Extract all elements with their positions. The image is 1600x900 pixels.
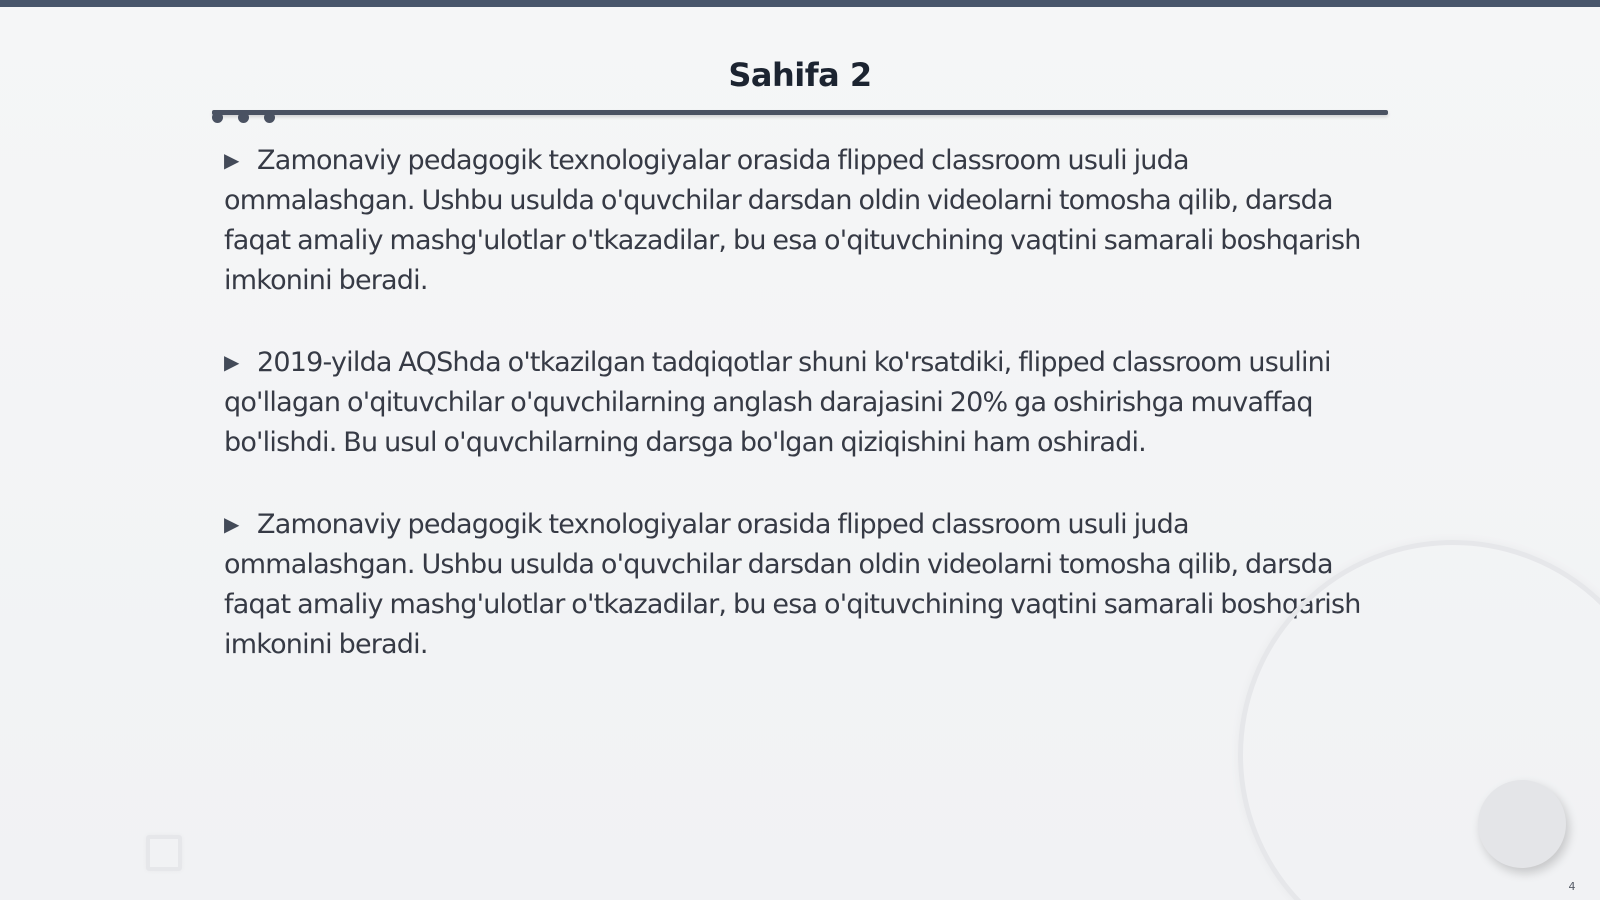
divider-dot — [264, 112, 275, 123]
bullet-paragraph-2 — [224, 342, 1384, 463]
bullet-paragraph-1 — [224, 140, 1384, 301]
divider-dots — [212, 112, 292, 126]
top-accent-bar — [0, 0, 1600, 7]
paragraph-text: Zamonaviy pedagogik texnologiyalar orasida flipped classroom usuli juda ommalashgan. Ushbu usulda o'quvchilar darsdan oldin videolarni tomosha qilib, darsda faqat amaliy mashg'ulotlar o'tkazadilar, bu esa o'qituvchining vaqtini samarali boshqarish imkonini beradi. — [224, 509, 1361, 660]
triangle-bullet-icon: ▶ — [224, 512, 239, 536]
divider-dot — [238, 112, 249, 123]
paragraph-text: 2019-yilda AQShda o'tkazilgan tadqiqotlar shuni ko'rsatdiki, flipped classroom usulini qo'llagan o'qituvchilar o'quvchilarning anglash darajasini 20% ga oshirishga muvaffaq bo'lishdi. Bu usul o'quvchilarning darsga bo'lgan qiziqishini ham oshiradi. — [224, 347, 1331, 458]
divider-dot — [212, 112, 223, 123]
slide-title: Sahifa 2 — [728, 56, 872, 94]
page-number: 4 — [1568, 880, 1576, 893]
triangle-bullet-icon: ▶ — [224, 148, 239, 172]
paragraph-text: Zamonaviy pedagogik texnologiyalar orasida flipped classroom usuli juda ommalashgan. Ushbu usulda o'quvchilar darsdan oldin videolarni tomosha qilib, darsda faqat amaliy mashg'ulotlar o'tkazadilar, bu esa o'qituvchining vaqtini samarali boshqarish imkonini beradi. — [224, 145, 1361, 296]
title-divider — [212, 110, 1388, 115]
decorative-square — [146, 835, 182, 871]
triangle-bullet-icon: ▶ — [224, 350, 239, 374]
decorative-circle — [1478, 780, 1566, 868]
bullet-list — [224, 140, 1384, 706]
bullet-paragraph-3 — [224, 504, 1384, 665]
